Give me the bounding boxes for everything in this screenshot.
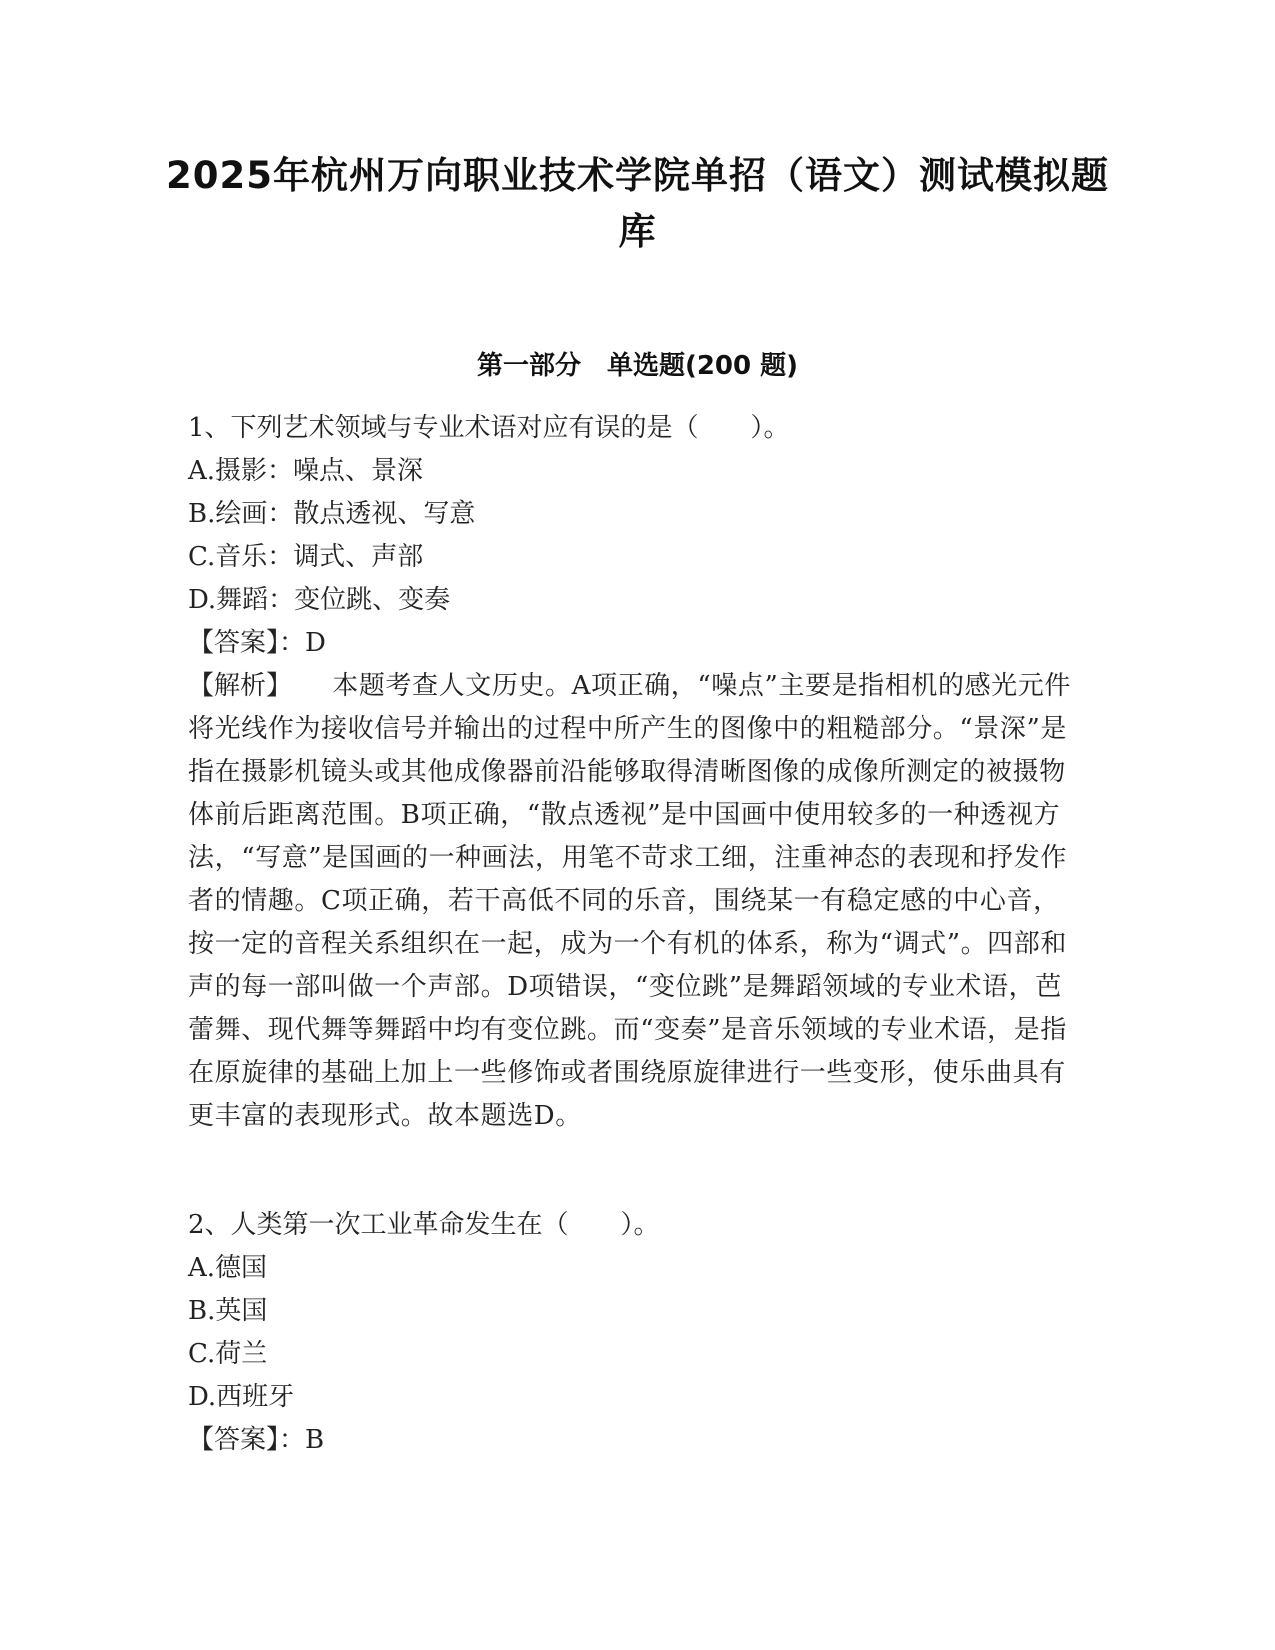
answer-value: D bbox=[305, 628, 326, 658]
option-b: B.英国 bbox=[188, 1296, 268, 1326]
option-c: C.荷兰 bbox=[188, 1339, 268, 1369]
answer-value: B bbox=[305, 1425, 325, 1455]
question-stem: 2、人类第一次工业革命发生在（ ）。 bbox=[188, 1210, 660, 1240]
section-heading: 第一部分 单选题(200 题) bbox=[476, 351, 799, 381]
answer-label: 【答案】： bbox=[188, 628, 306, 658]
question-1 bbox=[188, 407, 1088, 1138]
option-d: D.西班牙 bbox=[188, 1382, 295, 1412]
answer-label: 【答案】： bbox=[188, 1425, 306, 1455]
document-title: 2025年杭州万向职业技术学院单招（语文）测试模拟题库 bbox=[166, 154, 1109, 253]
answer-row bbox=[188, 622, 1088, 665]
option-d: D.舞蹈：变位跳、变奏 bbox=[188, 585, 451, 615]
option-a: A.德国 bbox=[188, 1253, 268, 1283]
answer-row bbox=[188, 1419, 1088, 1462]
analysis-block bbox=[188, 665, 1078, 1138]
option-c: C.音乐：调式、声部 bbox=[188, 542, 424, 572]
option-b: B.绘画：散点透视、写意 bbox=[188, 499, 476, 529]
analysis-label: 【解析】 bbox=[188, 671, 293, 701]
question-stem: 1、下列艺术领域与专业术语对应有误的是（ ）。 bbox=[188, 413, 790, 443]
question-2 bbox=[188, 1204, 1088, 1462]
analysis-text: 本题考查人文历史。A项正确，“噪点”主要是指相机的感光元件将光线作为接收信号并输出的过程中所产生的图像中的粗糙部分。“景深”是指在摄影机镜头或其他成像器前沿能够取得清晰图像的成像所测定的被摄物体前后距离范围。B项正确，“散点透视”是中国画中使用较多的一种透视方法，“写意”是国画的一种画法，用笔不苛求工细，注重神态的表现和抒发作者的情趣。C项正确，若干高低不同的乐音，围绕某一有稳定感的中心音，按一定的音程关系组织在一起，成为一个有机的体系，称为“调式”。四部和声的每一部叫做一个声部。D项错误，“变位跳”是舞蹈领域的专业术语，芭蕾舞、现代舞等舞蹈中均有变位跳。而“变奏”是音乐领域的专业术语，是指在原旋律的基础上加上一些修饰或者围绕原旋律进行一些变形，使乐曲具有更丰富的表现形式。故本题选D。 bbox=[188, 671, 1071, 1131]
option-a: A.摄影：噪点、景深 bbox=[188, 456, 424, 486]
